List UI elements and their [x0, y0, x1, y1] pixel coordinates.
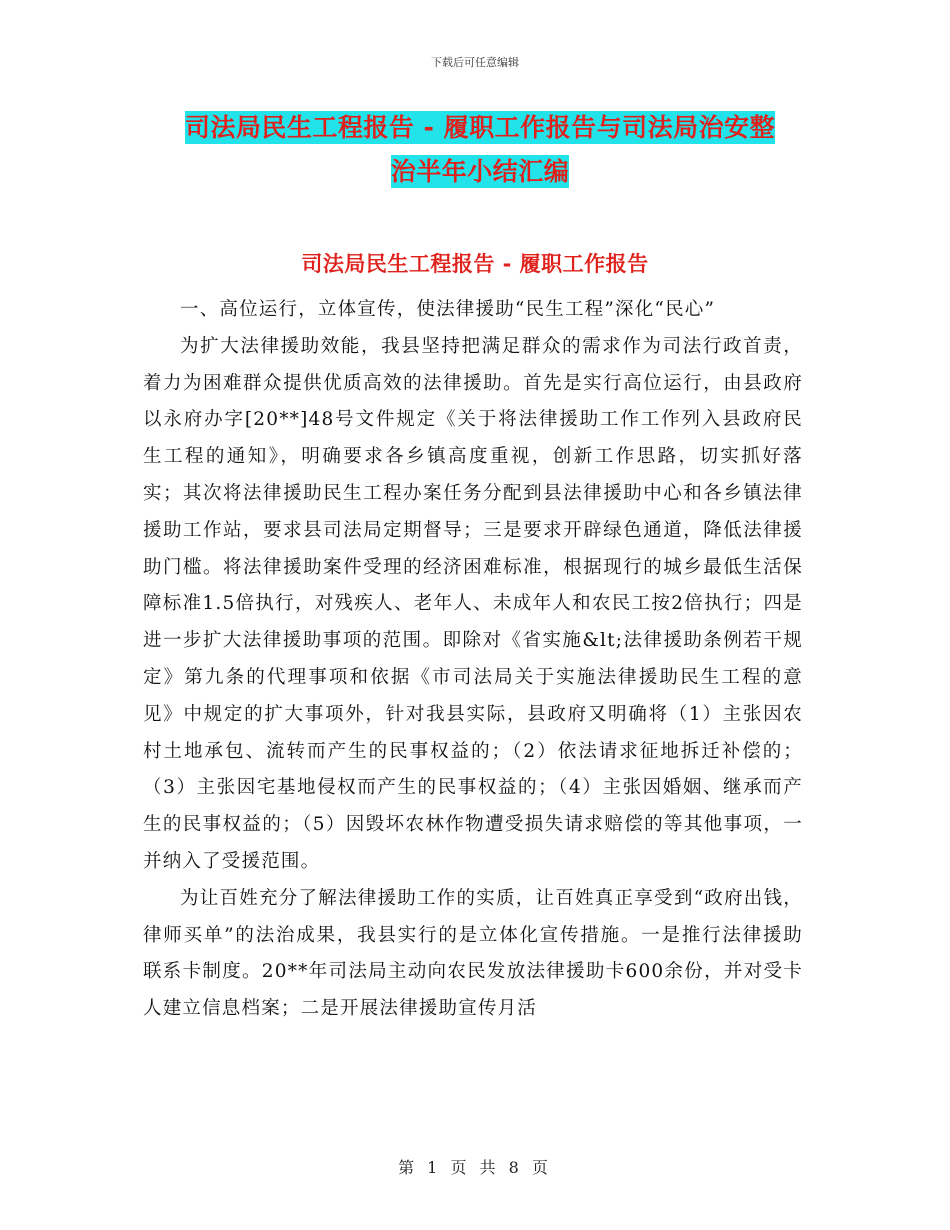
- title-line-1: 司法局民生工程报告 - 履职工作报告与司法局治安整: [184, 113, 776, 142]
- title-line-2: 治半年小结汇编: [390, 157, 570, 186]
- page-footer: 第 1 页 共 8 页: [398, 1158, 552, 1177]
- paragraph: 为让百姓充分了解法律援助工作的实质，让百姓真正享受到“政府出钱，律师买单”的法治成果，我县实行的是立体化宣传措施。一是推行法律援助联系卡制度。20**年司法局主动向农民发放法律援助卡600余份，并对受卡人建立信息档案；二是开展法律援助宣传月活: [143, 887, 803, 1020]
- header-note: 下载后可任意编辑: [431, 56, 519, 69]
- body-text: [143, 292, 803, 1028]
- document-title: [140, 106, 820, 194]
- paragraph-heading: 一、高位运行，立体宣传，使法律援助“民生工程”深化“民心”: [180, 299, 716, 320]
- section-title: 司法局民生工程报告 - 履职工作报告: [301, 252, 649, 276]
- paragraph: 为扩大法律援助效能，我县坚持把满足群众的需求作为司法行政首责，着力为困难群众提供优质高效的法律援助。首先是实行高位运行，由县政府以永府办字[20**]48号文件规定《关于将法律援助工作工作列入县政府民生工程的通知》，明确要求各乡镇高度重视，创新工作思路，切实抓好落实；其次将法律援助民生工程办案任务分配到县法律援助中心和各乡镇法律援助工作站，要求县司法局定期督导；三是要求开辟绿色通道，降低法律援助门槛。将法律援助案件受理的经济困难标准，根据现行的城乡最低生活保障标准1.5倍执行，对残疾人、老年人、未成年人和农民工按2倍执行；四是进一步扩大法律援助事项的范围。即除对《省实施&lt;法律援助条例若干规定》第九条的代理事项和依据《市司法局关于实施法律援助民生工程的意见》中规定的扩大事项外，针对我县实际，县政府又明确将（1）主张因农村土地承包、流转而产生的民事权益的；（2）依法请求征地拆迁补偿的；（3）主张因宅基地侵权而产生的民事权益的；（4）主张因婚姻、继承而产生的民事权益的；（5）因毁坏农林作物遭受损失请求赔偿的等其他事项，一并纳入了受援范围。: [143, 335, 803, 872]
